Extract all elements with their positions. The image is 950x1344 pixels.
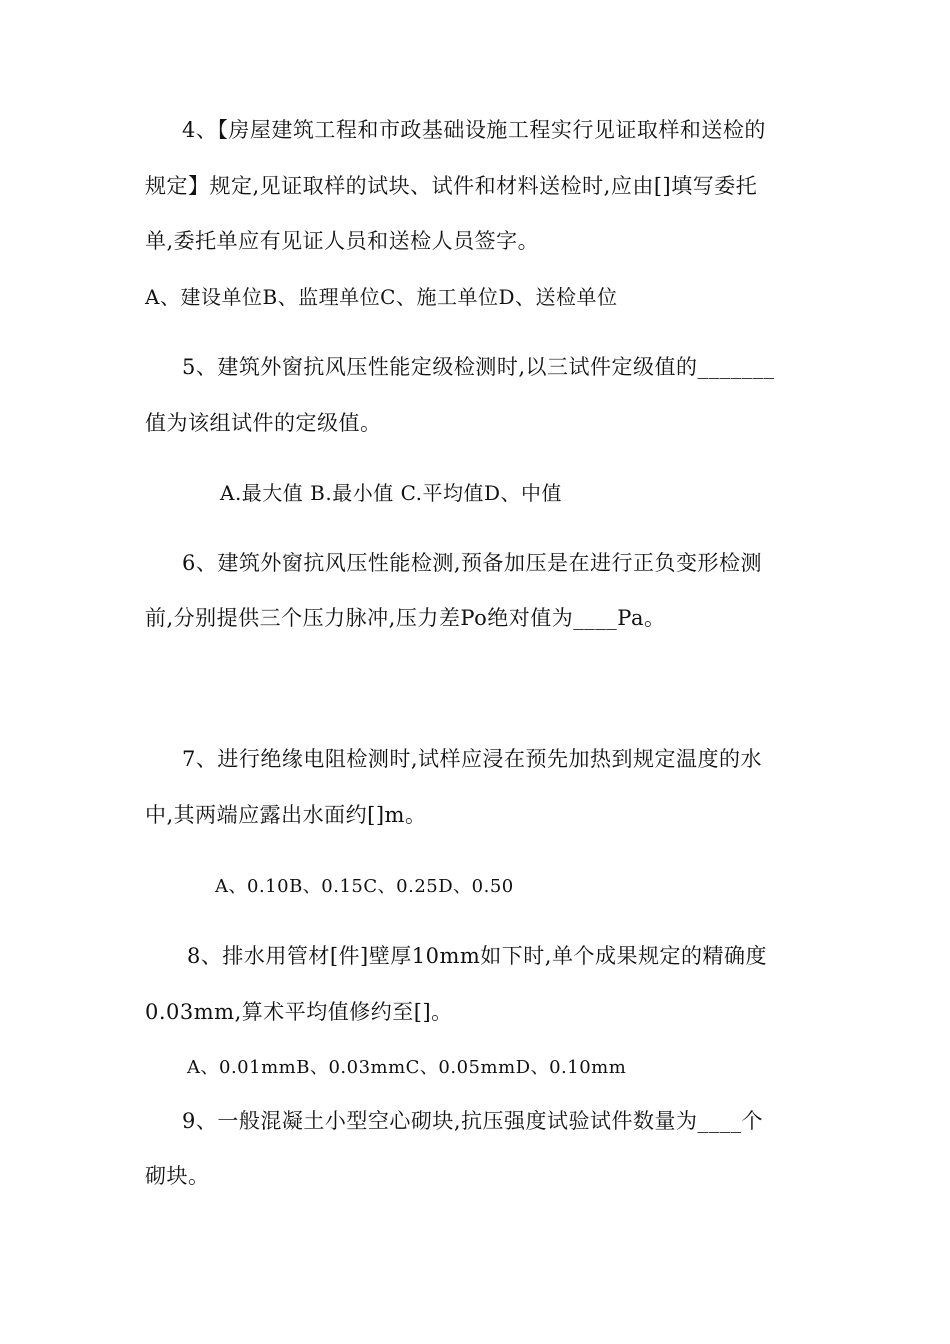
- question-9-line-1: 9、一般混凝土小型空心砌块,抗压强度试验试件数量为____个: [182, 1109, 764, 1133]
- question-8-options: A、0.01mmB、0.03mmC、0.05mmD、0.10mm: [187, 1057, 627, 1078]
- question-9-line-2: 砌块。: [145, 1164, 210, 1188]
- question-4-options: A、建设单位B、监理单位C、施工单位D、送检单位: [145, 285, 618, 309]
- question-4-line-3: 单,委托单应有见证人员和送检人员签字。: [145, 229, 540, 253]
- question-5-options: A.最大值 B.最小值 C.平均值D、中值: [220, 481, 563, 505]
- question-7-options: A、0.10B、0.15C、0.25D、0.50: [215, 876, 514, 897]
- question-5-line-2: 值为该组试件的定级值。: [145, 411, 382, 435]
- question-6-line-2: 前,分别提供三个压力脉冲,压力差Po绝对值为____Pa。: [145, 606, 666, 630]
- question-8-line-2: 0.03mm,算术平均值修约至[]。: [145, 1000, 453, 1024]
- question-7-line-2: 中,其两端应露出水面约[]m。: [145, 803, 427, 827]
- question-4-line-2: 规定】规定,见证取样的试块、试件和材料送检时,应由[]填写委托: [145, 174, 758, 198]
- question-5-line-1: 5、建筑外窗抗风压性能定级检测时,以三试件定级值的_______: [182, 355, 775, 379]
- question-7-line-1: 7、进行绝缘电阻检测时,试样应浸在预先加热到规定温度的水: [182, 747, 763, 771]
- question-4-line-1: 4、【房屋建筑工程和市政基础设施工程实行见证取样和送检的: [182, 118, 766, 142]
- question-8-line-1: 8、排水用管材[件]壁厚10mm如下时,单个成果规定的精确度: [187, 944, 767, 968]
- question-6-line-1: 6、建筑外窗抗风压性能检测,预备加压是在进行正负变形检测: [182, 551, 763, 575]
